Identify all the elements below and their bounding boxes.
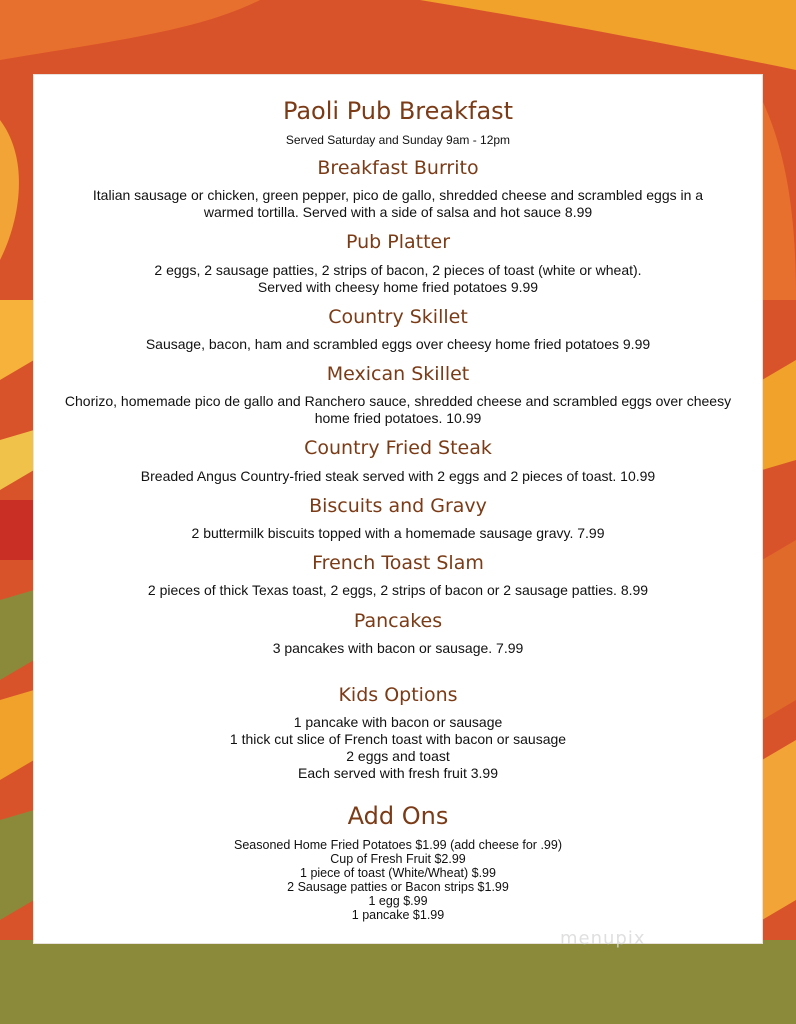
item-description xyxy=(54,336,742,353)
kids-options-list xyxy=(54,714,742,782)
item-title: Country Skillet xyxy=(328,306,468,328)
desc-line: Italian sausage or chicken, green pepper, pico de gallo, shredded cheese and scrambled eggs in a xyxy=(92,187,704,203)
add-ons-list xyxy=(34,838,762,922)
desc-line: Breaded Angus Country-fried steak served with 2 eggs and 2 pieces of toast. 10.99 xyxy=(140,468,656,484)
kids-options-title: Kids Options xyxy=(338,684,458,706)
item-description xyxy=(54,262,742,296)
addon-line: 1 egg $.99 xyxy=(368,894,428,908)
service-hours: Served Saturday and Sunday 9am - 12pm xyxy=(285,133,511,147)
addon-line: 1 piece of toast (White/Wheat) $.99 xyxy=(300,866,496,880)
desc-line: 2 buttermilk biscuits topped with a homemade sausage gravy. 7.99 xyxy=(191,525,605,541)
item-description xyxy=(54,582,742,599)
desc-line: Served with cheesy home fried potatoes 9.99 xyxy=(257,279,539,295)
desc-line: 2 eggs, 2 sausage patties, 2 strips of bacon, 2 pieces of toast (white or wheat). xyxy=(154,262,642,278)
addon-line: 1 pancake $1.99 xyxy=(351,908,445,922)
addon-line: 2 Sausage patties or Bacon strips $1.99 xyxy=(287,880,509,894)
kids-line: Each served with fresh fruit 3.99 xyxy=(298,765,498,781)
desc-line: 2 pieces of thick Texas toast, 2 eggs, 2 strips of bacon or 2 sausage patties. 8.99 xyxy=(147,582,649,598)
menu-card xyxy=(34,75,762,943)
kids-line: 1 thick cut slice of French toast with bacon or sausage xyxy=(229,731,567,747)
desc-line: home fried potatoes. 10.99 xyxy=(314,410,482,426)
kids-line: 2 eggs and toast xyxy=(346,748,450,764)
item-title: Mexican Skillet xyxy=(326,363,470,385)
item-description xyxy=(54,468,742,485)
item-title: Pancakes xyxy=(353,610,443,632)
desc-line: Chorizo, homemade pico de gallo and Ranchero sauce, shredded cheese and scrambled eggs over cheesy xyxy=(64,393,732,409)
item-description xyxy=(54,393,742,427)
add-ons-title: Add Ons xyxy=(347,802,449,830)
desc-line: warmed tortilla. Served with a side of salsa and hot sauce 8.99 xyxy=(203,204,593,220)
item-title: Biscuits and Gravy xyxy=(309,495,487,517)
item-description xyxy=(54,640,742,657)
desc-line: 3 pancakes with bacon or sausage. 7.99 xyxy=(272,640,524,656)
item-description xyxy=(54,525,742,542)
watermark-logo: menupix xyxy=(560,928,646,949)
kids-line: 1 pancake with bacon or sausage xyxy=(293,714,503,730)
desc-line: Sausage, bacon, ham and scrambled eggs over cheesy home fried potatoes 9.99 xyxy=(145,336,651,352)
item-title: French Toast Slam xyxy=(312,552,484,574)
item-title: Breakfast Burrito xyxy=(317,157,479,179)
page-title: Paoli Pub Breakfast xyxy=(282,97,514,125)
item-title: Country Fried Steak xyxy=(304,437,492,459)
addon-line: Seasoned Home Fried Potatoes $1.99 (add cheese for .99) xyxy=(234,838,562,852)
item-title: Pub Platter xyxy=(345,231,451,253)
item-description xyxy=(54,187,742,221)
addon-line: Cup of Fresh Fruit $2.99 xyxy=(330,852,466,866)
